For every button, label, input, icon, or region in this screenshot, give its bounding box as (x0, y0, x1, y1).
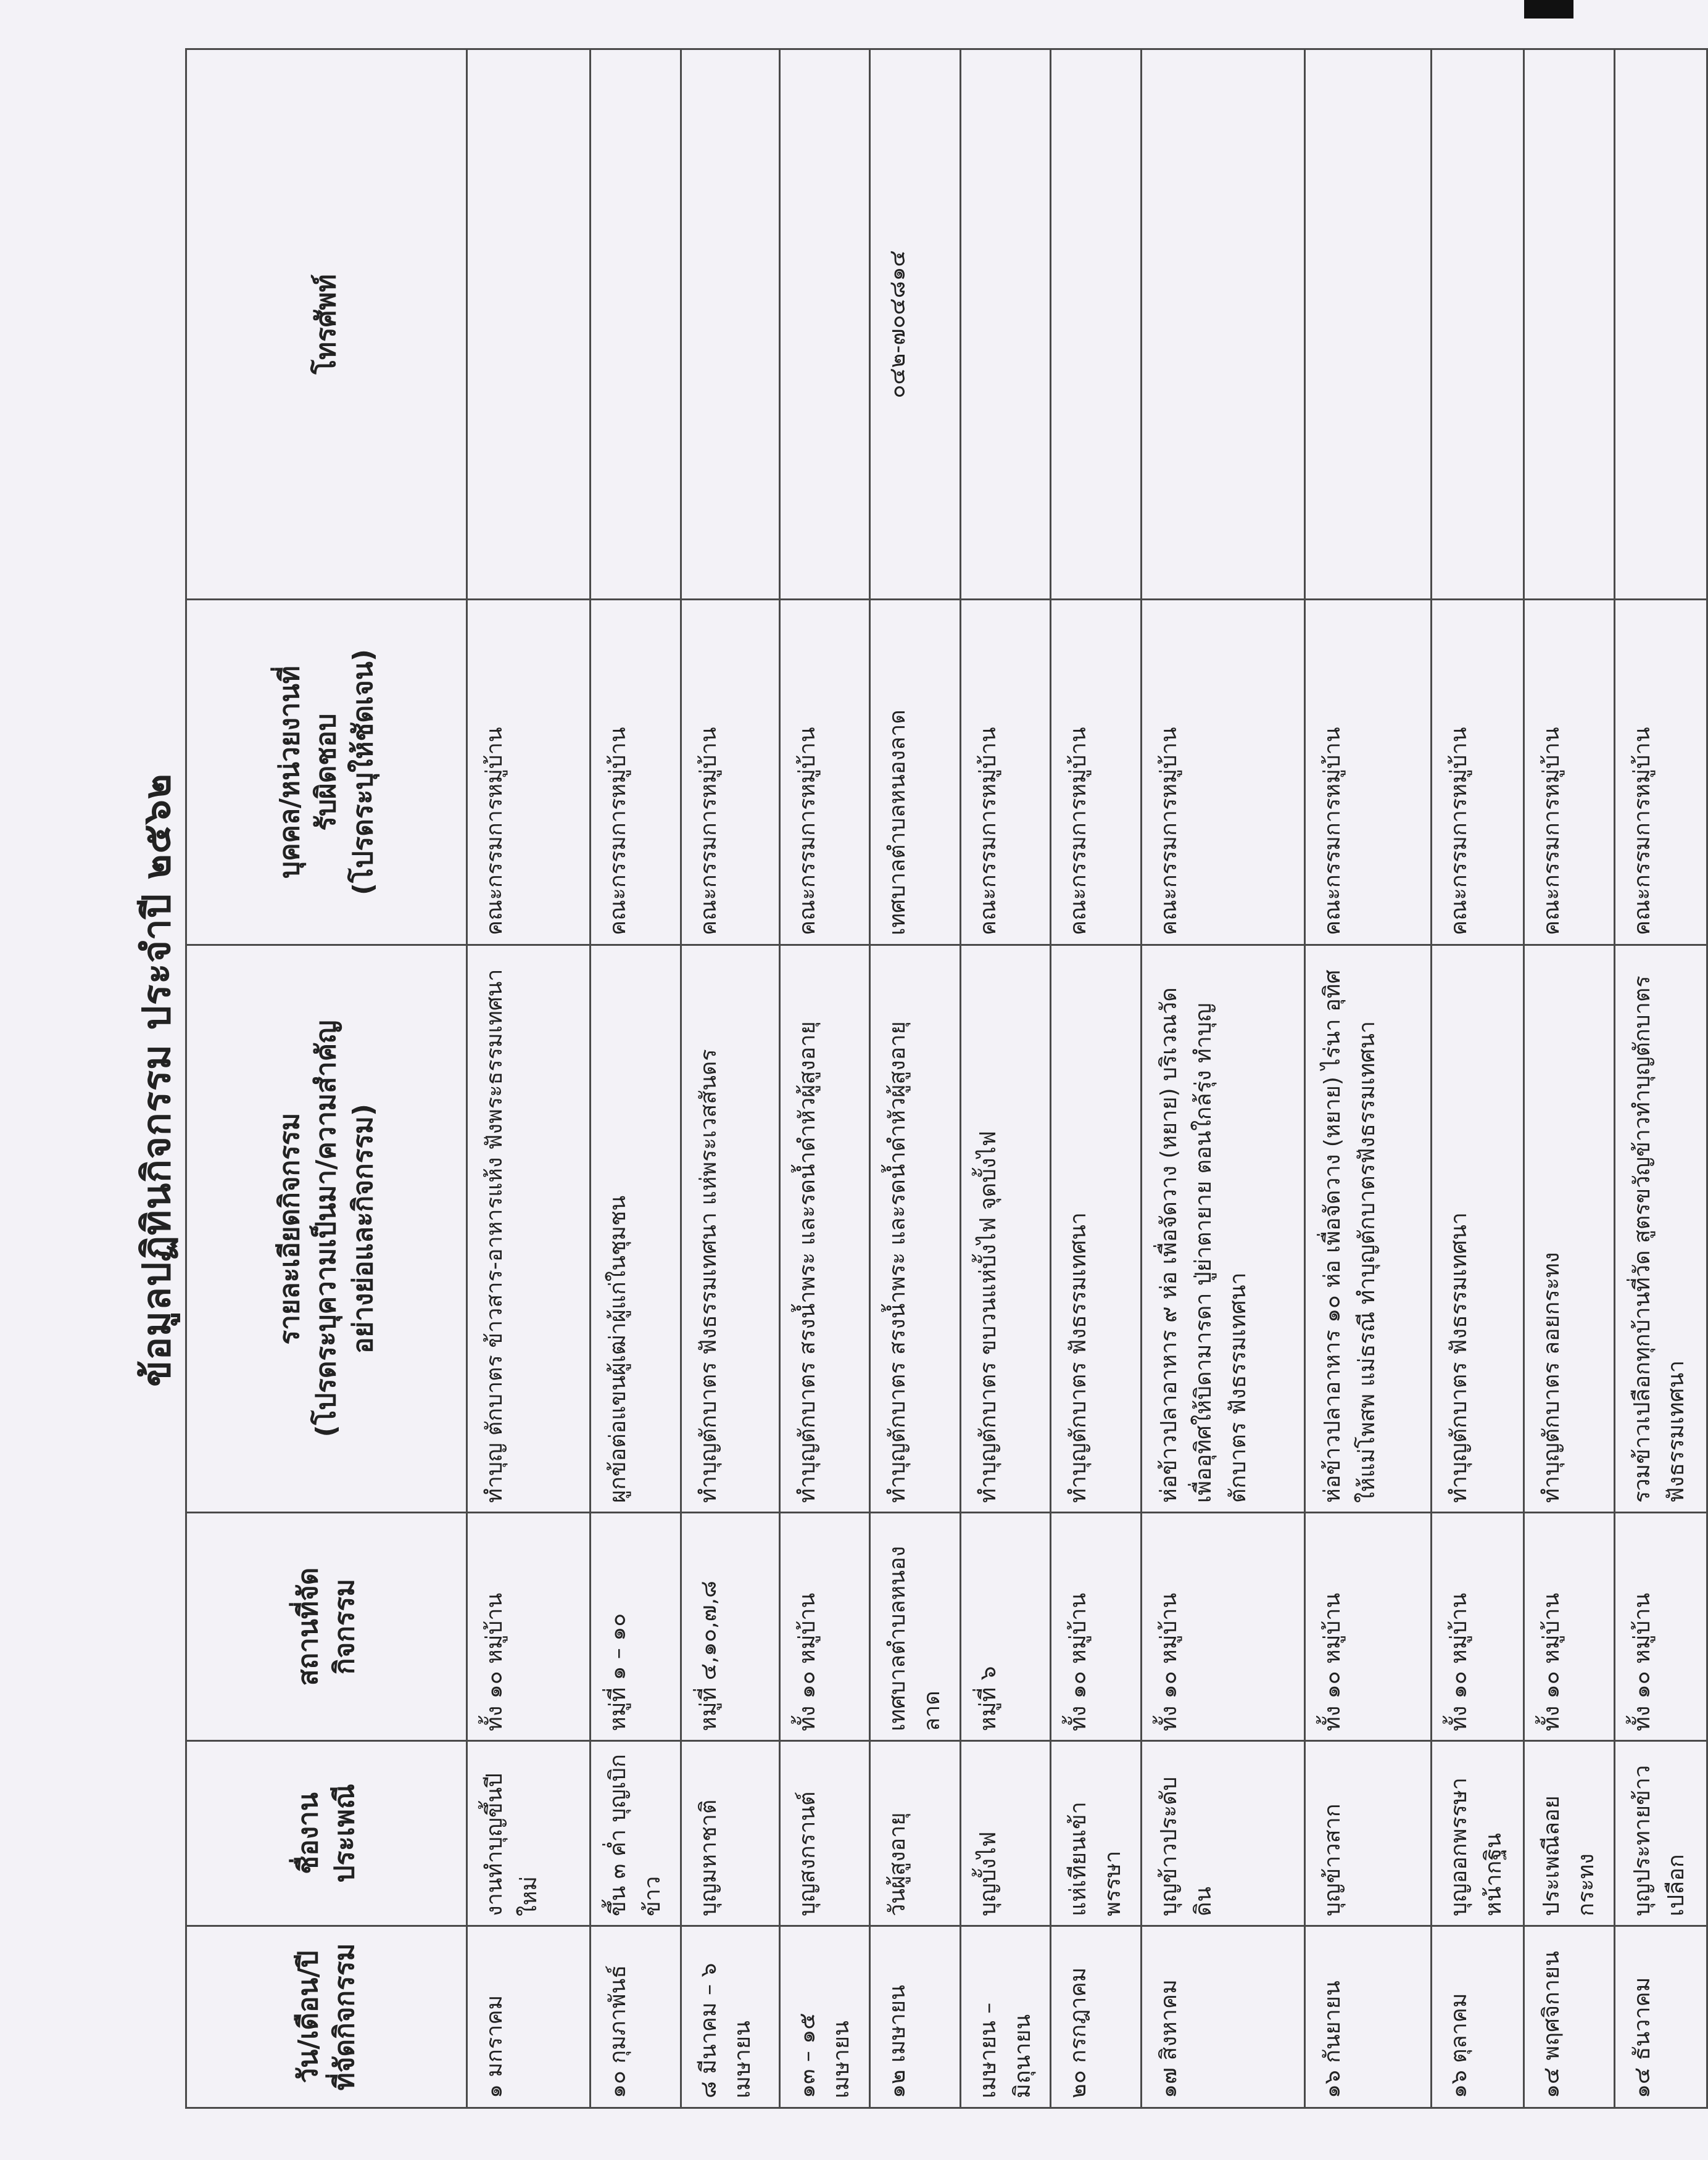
place-cell: เทศบาลตำบลหนองลาด (870, 1513, 961, 1741)
date-cell: ๑๓ – ๑๕ เมษายน (779, 1926, 870, 2108)
detail-cell: ทำบุญตักบาตร ลอยกระทง (1524, 945, 1614, 1513)
responsible-cell: คณะกรรมการหมู่บ้าน (1614, 600, 1707, 945)
date-cell: ๑๖ กันยายน (1304, 1926, 1431, 2108)
responsible-cell: คณะกรรมการหมู่บ้าน (1141, 600, 1304, 945)
date-cell: ๑ มกราคม (467, 1926, 591, 2108)
table-row (681, 49, 779, 2108)
table-row (591, 49, 681, 2108)
detail-cell: ห่อข้าวปลาอาหาร ๙ ห่อ เพื่อจัดวาง (หยาย) บริเวณวัด เพื่ออุทิศให้บิดามารดา ปู่ย่าตายาย ตอนใกล้รุ่ง ทำบุญตักบาตร ฟังธรรมเทศนา (1141, 945, 1304, 1513)
detail-cell: ทำบุญ ตักบาตร ข้าวสาร-อาหารแห้ง ฟังพระธรรมเทศนา (467, 945, 591, 1513)
activity-calendar-table (185, 48, 1708, 2109)
event-name-cell: บุญบั้งไฟ (960, 1741, 1051, 1926)
place-cell: หมู่ที่ ๑ – ๑๐ (591, 1513, 681, 1741)
detail-cell: ทำบุญตักบาตร สรงน้ำพระ และรดน้ำดำหัวผู้สูงอายุ (870, 945, 961, 1513)
table-row (779, 49, 870, 2108)
header-responsible-line: (โปรดระบุให้ชัดเจน) (347, 649, 379, 896)
table-row (1141, 49, 1304, 2108)
event-name-cell: บุญข้าวสาก (1304, 1741, 1431, 1926)
phone-cell (681, 49, 779, 600)
detail-cell: ห่อข้าวปลาอาหาร ๑๐ ห่อ เพื่อจัดวาง (หยาย) ไร่นา อุทิศให้แม่โพสพ แม่ธรณี ทำบุญตักบาตรฟังธรรมเทศนา (1304, 945, 1431, 1513)
place-cell: ทั้ง ๑๐ หมู่บ้าน (779, 1513, 870, 1741)
responsible-cell: คณะกรรมการหมู่บ้าน (467, 600, 591, 945)
detail-cell: ผูกข้อต่อแขนผู้เฒ่าผู้แก่ในชุมชน (591, 945, 681, 1513)
table-row (960, 49, 1051, 2108)
table-row (1524, 49, 1614, 2108)
header-responsible-line: รับผิดชอบ (310, 713, 342, 831)
responsible-cell: คณะกรรมการหมู่บ้าน (1431, 600, 1524, 945)
phone-cell (1524, 49, 1614, 600)
date-cell: ๑๔ พฤศจิกายน (1524, 1926, 1614, 2108)
phone-cell (779, 49, 870, 600)
header-date-line: ที่จัดกิจกรรม (329, 1943, 360, 2091)
responsible-cell: คณะกรรมการหมู่บ้าน (1304, 600, 1431, 945)
phone-cell (1051, 49, 1142, 600)
phone-cell (591, 49, 681, 600)
event-name-cell: บุญออกพรรษา หน้ากฐิน (1431, 1741, 1524, 1926)
phone-cell (1431, 49, 1524, 600)
table-row (1051, 49, 1142, 2108)
event-name-cell: ประเพณีลอยกระทง (1524, 1741, 1614, 1926)
event-name-cell: วันผู้สูงอายุ (870, 1741, 961, 1926)
detail-cell: ทำบุญตักบาตร ฟังธรรมเทศนา (1051, 945, 1142, 1513)
responsible-cell: คณะกรรมการหมู่บ้าน (1524, 600, 1614, 945)
date-cell: ๑๔ ธันวาคม (1614, 1926, 1707, 2108)
header-details (186, 945, 467, 1513)
date-cell: ๑๗ สิงหาคม (1141, 1926, 1304, 2108)
date-cell: เมษายน – มิถุนายน (960, 1926, 1051, 2108)
event-name-cell: งานทำบุญขึ้นปีใหม่ (467, 1741, 591, 1926)
header-responsible (186, 600, 467, 945)
responsible-cell: คณะกรรมการหมู่บ้าน (960, 600, 1051, 945)
detail-cell: ทำบุญตักบาตร ฟังธรรมเทศนา แห่พระเวสสันดร (681, 945, 779, 1513)
header-event-name (186, 1741, 467, 1926)
header-details-line: อย่างย่อและกิจกรรม) (347, 1104, 379, 1354)
detail-cell: ทำบุญตักบาตร ฟังธรรมเทศนา (1431, 945, 1524, 1513)
date-cell: ๑๐ กุมภาพันธ์ (591, 1926, 681, 2108)
place-cell: ทั้ง ๑๐ หมู่บ้าน (1304, 1513, 1431, 1741)
header-place-line: สถานที่จัดกิจกรรม (292, 1567, 360, 1686)
event-name-cell: บุญข้าวประดับดิน (1141, 1741, 1304, 1926)
detail-cell: รวมข้าวเปลือกทุกบ้านที่วัด สูตรขวัญข้าวทำบุญตักบาตร ฟังธรรมเทศนา (1614, 945, 1707, 1513)
event-name-cell: แห่เทียนเข้าพรรษา (1051, 1741, 1142, 1926)
page-title: ข้อมูลปฏิทินกิจกรรม ประจำปี ๒๕๖๒ (134, 773, 179, 1387)
header-event-name-line: ชื่องานประเพณี (292, 1784, 360, 1883)
place-cell: ทั้ง ๑๐ หมู่บ้าน (1524, 1513, 1614, 1741)
date-cell: ๑๒ เมษายน (870, 1926, 961, 2108)
phone-cell (960, 49, 1051, 600)
header-date (186, 1926, 467, 2108)
place-cell: ทั้ง ๑๐ หมู่บ้าน (467, 1513, 591, 1741)
place-cell: หมู่ที่ ๖ (960, 1513, 1051, 1741)
date-cell: ๘ มีนาคม – ๖ เมษายน (681, 1926, 779, 2108)
table-row (1431, 49, 1524, 2108)
scan-edge-mark (1524, 0, 1573, 19)
detail-cell: ทำบุญตักบาตร สรงน้ำพระ และรดน้ำดำหัวผู้สูงอายุ (779, 945, 870, 1513)
phone-cell (1614, 49, 1707, 600)
header-details-line: (โปรดระบุความเป็นมา/ความสำคัญ (310, 1020, 342, 1438)
detail-cell: ทำบุญตักบาตร ขบวนแห่บั้งไฟ จุดบั้งไฟ (960, 945, 1051, 1513)
responsible-cell: คณะกรรมการหมู่บ้าน (681, 600, 779, 945)
header-place (186, 1513, 467, 1741)
phone-cell (1304, 49, 1431, 600)
table-row (467, 49, 591, 2108)
date-cell: ๒๐ กรกฎาคม (1051, 1926, 1142, 2108)
header-phone-line: โทรศัพท์ (310, 274, 342, 374)
phone-cell: ๐๔๒-๗๐๔๘๑๔ (870, 49, 961, 600)
event-name-cell: บุญประทายข้าวเปลือก (1614, 1741, 1707, 1926)
table-body (467, 49, 1707, 2108)
place-cell: ทั้ง ๑๐ หมู่บ้าน (1141, 1513, 1304, 1741)
table-header-row (186, 49, 467, 2108)
responsible-cell: คณะกรรมการหมู่บ้าน (1051, 600, 1142, 945)
event-name-cell: บุญมหาชาติ (681, 1741, 779, 1926)
responsible-cell: คณะกรรมการหมู่บ้าน (591, 600, 681, 945)
responsible-cell: เทศบาลตำบลหนองลาด (870, 600, 961, 945)
place-cell: ทั้ง ๑๐ หมู่บ้าน (1431, 1513, 1524, 1741)
table-row (870, 49, 961, 2108)
place-cell: ทั้ง ๑๐ หมู่บ้าน (1051, 1513, 1142, 1741)
header-responsible-line: บุคคล/หน่วยงานที่ (273, 666, 305, 879)
table-row (1304, 49, 1431, 2108)
event-name-cell: ขึ้น ๓ ค่ำ บุญเบิกข้าว (591, 1741, 681, 1926)
responsible-cell: คณะกรรมการหมู่บ้าน (779, 600, 870, 945)
header-date-line: วัน/เดือน/ปี (292, 1950, 324, 2083)
date-cell: ๑๖ ตุลาคม (1431, 1926, 1524, 2108)
header-details-line: รายละเอียดกิจกรรม (273, 1112, 305, 1345)
event-name-cell: บุญสงกรานต์ (779, 1741, 870, 1926)
place-cell: หมู่ที่ ๔,๑๐,๗,๘ (681, 1513, 779, 1741)
header-phone (186, 49, 467, 600)
place-cell: ทั้ง ๑๐ หมู่บ้าน (1614, 1513, 1707, 1741)
table-row (1614, 49, 1707, 2108)
phone-cell (467, 49, 591, 600)
phone-cell (1141, 49, 1304, 600)
